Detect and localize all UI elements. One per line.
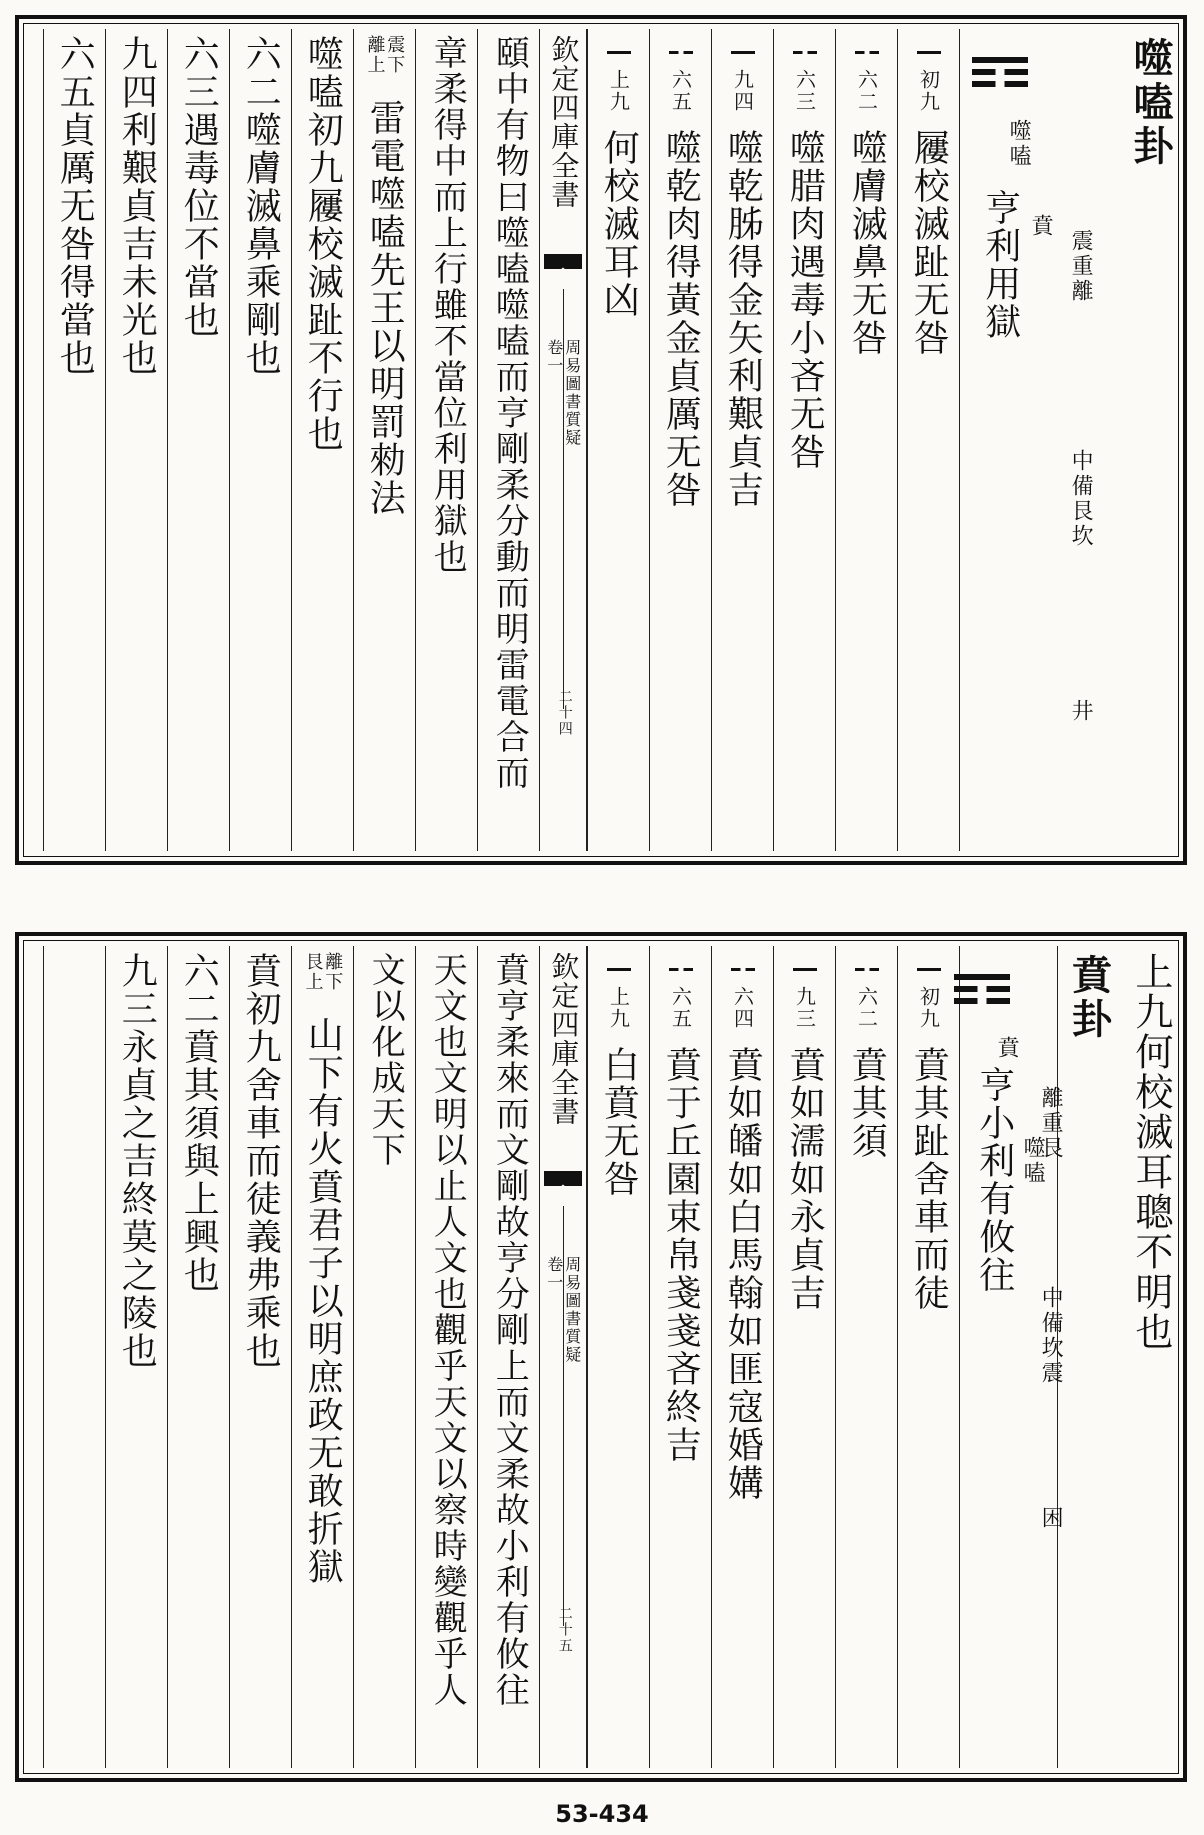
xiang-text: 六二賁其須與上興也	[178, 952, 220, 1294]
xiang-5	[43, 29, 105, 851]
line-position: 九三	[792, 986, 817, 1030]
judgment-head: 噬嗑	[1006, 119, 1032, 169]
yin-line-icon	[731, 968, 755, 971]
related-hexagrams: 中備艮坎	[1068, 449, 1094, 549]
page-block-top	[15, 15, 1187, 865]
image-statement	[291, 946, 353, 1768]
line-1	[897, 29, 959, 851]
column-judgment	[959, 946, 1064, 1768]
spine-volume: 卷一	[544, 339, 564, 375]
column-title	[1057, 946, 1119, 1768]
image-text: 山下有火賁君子以明庶政无敢折獄	[302, 1016, 344, 1586]
palace: 離重艮	[1038, 1086, 1064, 1161]
spine-page: 二十五	[556, 1606, 573, 1654]
hexagram-icon	[972, 57, 1028, 93]
yang-line-icon	[607, 51, 631, 54]
commentary-text: 頤中有物曰噬嗑噬嗑而亨剛柔分動而明雷電合而	[489, 35, 530, 791]
line-text: 賁如皤如白馬翰如匪寇婚媾	[722, 1046, 764, 1502]
xiang-text: 賁初九舍車而徒義弗乘也	[240, 952, 282, 1370]
subtitle: 賁	[1028, 214, 1054, 239]
related-hexagrams: 中備坎震	[1038, 1286, 1064, 1386]
hexagram-title: 賁卦	[1065, 954, 1113, 1042]
commentary-text: 章柔得中而上行雖不當位利用獄也	[427, 35, 468, 575]
line-2	[835, 946, 897, 1768]
commentary-text: 賁亨柔來而文剛故亨分剛上而文柔故小利有攸往	[489, 952, 530, 1708]
column-judgment	[959, 29, 1119, 851]
line-text: 屨校滅趾无咎	[908, 129, 950, 357]
carry-over	[1119, 946, 1181, 1768]
line-position: 初九	[916, 69, 941, 113]
spine-title: 欽定四庫全書	[547, 952, 581, 1126]
related-hexagram-2: 困	[1038, 1506, 1064, 1531]
line-position: 初九	[916, 986, 941, 1030]
commentary-3	[353, 946, 415, 1768]
commentary-1	[477, 946, 539, 1768]
line-text: 噬乾胏得金矢利艱貞吉	[722, 129, 764, 509]
xiang-2	[229, 29, 291, 851]
line-text: 賁于丘園束帛戔戔吝終吉	[660, 1046, 702, 1464]
line-text: 噬膚滅鼻无咎	[846, 129, 888, 357]
line-3	[773, 946, 835, 1768]
page-number: 53-434	[555, 1800, 649, 1828]
related-hexagram-2: 井	[1068, 699, 1094, 724]
line-5	[649, 946, 711, 1768]
image-statement	[353, 29, 415, 851]
spine-page: 二十四	[556, 689, 573, 737]
commentary-1	[477, 29, 539, 851]
yin-line-icon	[855, 51, 879, 54]
line-position: 六五	[668, 69, 693, 113]
page-block-bottom	[15, 932, 1187, 1782]
line-6	[587, 946, 649, 1768]
xiang-text: 六三遇毒位不當也	[178, 35, 220, 339]
line-text: 賁如濡如永貞吉	[784, 1046, 826, 1312]
trigram-note: 離下 艮上	[302, 952, 344, 992]
line-5	[649, 29, 711, 851]
xiang-2	[167, 946, 229, 1768]
trigram-note: 震下 離上	[364, 35, 406, 75]
line-3	[773, 29, 835, 851]
line-1	[897, 946, 959, 1768]
xiang-4	[105, 29, 167, 851]
spine-volume: 卷一	[544, 1256, 564, 1292]
xiang-text: 六二噬膚滅鼻乘剛也	[240, 35, 282, 377]
spine-book-title: 周易圖書質疑	[562, 1256, 582, 1364]
empty-column	[43, 946, 105, 1768]
commentary-text: 文以化成天下	[365, 952, 406, 1168]
commentary-2	[415, 29, 477, 851]
hexagram-icon	[954, 974, 1010, 1010]
line-position: 六二	[854, 986, 879, 1030]
palace: 震重離	[1068, 229, 1094, 304]
line-text: 賁其須	[846, 1046, 888, 1160]
xiang-text: 九四利艱貞吉未光也	[116, 35, 158, 377]
xiang-3	[105, 946, 167, 1768]
yang-line-icon	[917, 51, 941, 54]
xiang-1	[229, 946, 291, 1768]
book-spine	[539, 946, 587, 1768]
yin-line-icon	[855, 968, 879, 971]
line-text: 噬乾肉得黃金貞厲无咎	[660, 129, 702, 509]
judgment-head: 賁	[994, 1036, 1020, 1061]
line-position: 上九	[606, 69, 631, 113]
fishtail-icon	[544, 1171, 582, 1201]
commentary-text: 天文也文明以止人文也觀乎天文以察時變觀乎人	[427, 952, 468, 1708]
line-6	[587, 29, 649, 851]
xiang-1	[291, 29, 353, 851]
subtitle: 噬嗑	[1020, 1136, 1046, 1186]
commentary-2	[415, 946, 477, 1768]
line-2	[835, 29, 897, 851]
fishtail-icon	[544, 254, 582, 284]
xiang-3	[167, 29, 229, 851]
carry-text: 上九何校滅耳聰不明也	[1128, 952, 1173, 1352]
yin-line-icon	[793, 51, 817, 54]
yang-line-icon	[793, 968, 817, 971]
book-spine	[539, 29, 587, 851]
judgment-text: 亨小利有攸往	[973, 1066, 1015, 1294]
xiang-text: 六五貞厲无咎得當也	[54, 35, 96, 377]
line-text: 賁其趾舍車而徒	[908, 1046, 950, 1312]
line-position: 六三	[792, 69, 817, 113]
xiang-text: 九三永貞之吉終莫之陵也	[116, 952, 158, 1370]
line-position: 六四	[730, 986, 755, 1030]
line-position: 上九	[606, 986, 631, 1030]
line-position: 六五	[668, 986, 693, 1030]
hexagram-title: 噬嗑卦	[1127, 37, 1174, 169]
image-text: 雷電噬嗑先王以明罰勑法	[364, 99, 406, 517]
yang-line-icon	[731, 51, 755, 54]
judgment-text: 亨利用獄	[979, 189, 1021, 341]
yin-line-icon	[669, 968, 693, 971]
line-text: 噬腊肉遇毒小吝无咎	[784, 129, 826, 471]
yang-line-icon	[607, 968, 631, 971]
line-position: 六二	[854, 69, 879, 113]
yang-line-icon	[917, 968, 941, 971]
xiang-text: 噬嗑初九屨校滅趾不行也	[302, 35, 344, 453]
line-position: 九四	[730, 69, 755, 113]
line-4	[711, 946, 773, 1768]
line-4	[711, 29, 773, 851]
yin-line-icon	[669, 51, 693, 54]
line-text: 白賁无咎	[598, 1046, 640, 1198]
column-title	[1119, 29, 1181, 851]
spine-book-title: 周易圖書質疑	[562, 339, 582, 447]
spine-title: 欽定四庫全書	[547, 35, 581, 209]
line-text: 何校滅耳凶	[598, 129, 640, 319]
